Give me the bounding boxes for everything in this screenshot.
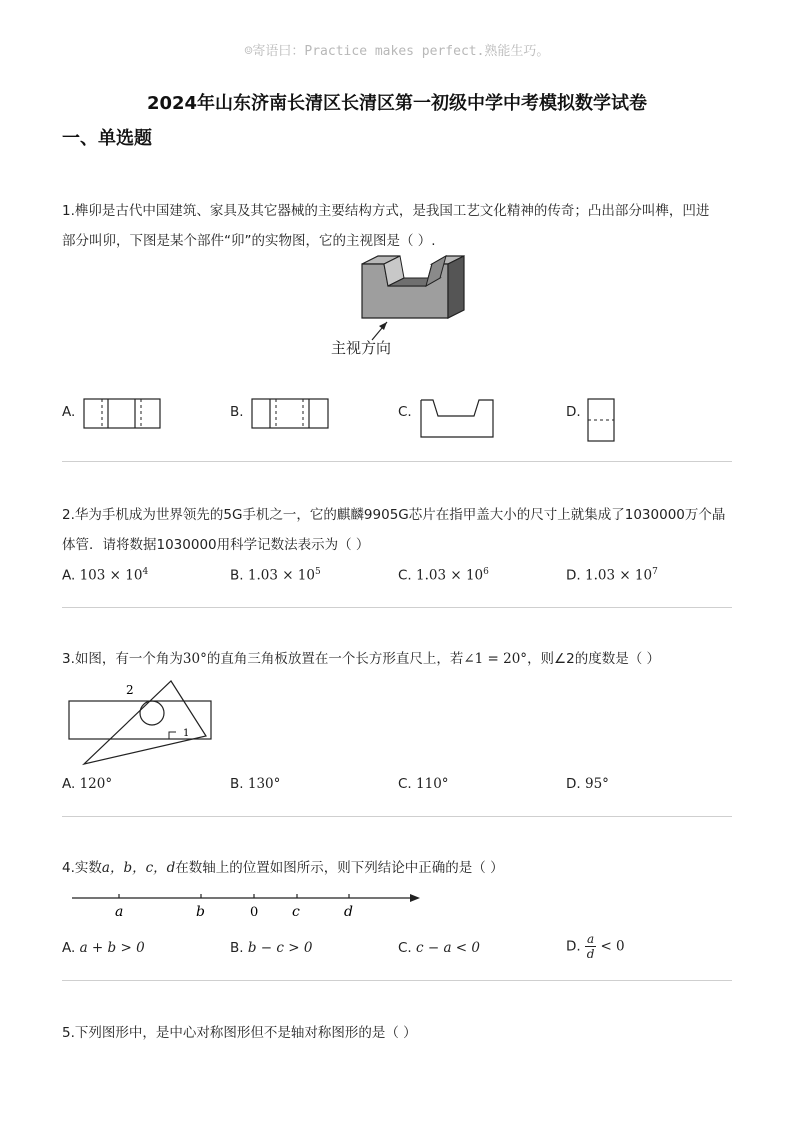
q3-option-b[interactable] [230, 776, 280, 792]
view-direction-arrowhead [379, 322, 387, 330]
tick-label-c: c [292, 904, 300, 920]
q2-option-a-exp: 4 [142, 567, 149, 577]
tick-label-a: a [115, 904, 124, 920]
section-heading: 一、单选题 [62, 128, 152, 149]
q1-option-b[interactable] [230, 404, 244, 420]
q3-option-c-label: C. [398, 776, 412, 792]
question-3-pre: 3.如图，有一个角为 [62, 651, 183, 667]
divider-4 [62, 980, 732, 981]
question-4-post: 在数轴上的位置如图所示，则下列结论中正确的是（ ） [175, 860, 504, 876]
view-direction-caption: 主视方向 [331, 339, 392, 357]
ruler [69, 701, 211, 739]
q3-option-c[interactable] [398, 776, 449, 792]
q3-option-b-value: 130° [247, 776, 281, 792]
divider-1 [62, 461, 732, 462]
angle-1-label: 1 [183, 728, 190, 739]
question-3-text [62, 644, 742, 674]
tick-label-d: d [344, 904, 353, 920]
q2-option-c-base: 1.03 × 10 [416, 567, 484, 584]
q1-option-d-figure [587, 398, 617, 444]
mortise-block-side [448, 256, 464, 318]
divider-2 [62, 607, 732, 608]
q1-option-d[interactable] [566, 404, 581, 420]
q1-option-c-label: C. [398, 404, 412, 420]
question-2-line-2: 体管．请将数据1030000用科学记数法表示为（ ） [62, 537, 370, 553]
q4-option-d-label: D. [566, 938, 581, 955]
q1-option-a[interactable] [62, 404, 75, 420]
q4-option-d-tail: < 0 [600, 938, 625, 955]
q2-option-a-label: A. [62, 567, 76, 584]
q2-option-a-base: 103 × 10 [79, 567, 143, 584]
question-4-vars: a，b，c，d [101, 860, 176, 876]
q3-option-a[interactable] [62, 776, 112, 792]
question-1-text [62, 196, 742, 256]
q4-option-a-value: a + b > 0 [79, 940, 145, 956]
question-2-line-1: 2.华为手机成为世界领先的5G手机之一，它的麒麟9905G芯片在指甲盖大小的尺寸上就集成了1030000万个晶 [62, 507, 726, 523]
number-line [70, 888, 426, 922]
question-2-text [62, 500, 742, 560]
triangle-hole [140, 701, 164, 725]
q2-option-d-exp: 7 [652, 567, 658, 577]
question-3-post: ，则∠2的度数是（ ） [527, 651, 661, 667]
q4-option-c-label: C. [398, 940, 412, 956]
q2-option-b[interactable] [230, 567, 321, 584]
q3-option-a-value: 120° [79, 776, 113, 792]
angle-2-label: 2 [126, 683, 134, 697]
tick-label-zero: 0 [250, 905, 259, 920]
q4-option-d-numerator: a [586, 932, 595, 946]
page-title: 2024年山东济南长清区长清区第一初级中学中考模拟数学试卷 [146, 93, 648, 114]
q3-option-b-label: B. [230, 776, 244, 792]
question-5-text: 5.下列图形中，是中心对称图形但不是轴对称图形的是（ ） [62, 1025, 417, 1041]
page-motto: ☺寄语曰：Practice makes perfect.熟能生巧。 [244, 44, 550, 59]
q2-option-b-label: B. [230, 567, 244, 584]
q2-option-b-base: 1.03 × 10 [247, 567, 315, 584]
q3-option-d[interactable] [566, 776, 609, 792]
q4-option-d-denominator: d [586, 947, 595, 961]
q1-option-a-figure [83, 398, 163, 430]
question-1-line-2: 部分叫卯，下图是某个部件“卯”的实物图，它的主视图是（ ）. [62, 233, 436, 249]
q4-option-b[interactable] [230, 940, 312, 956]
q4-option-d[interactable] [566, 932, 625, 961]
question-3-condition: ∠1 = 20° [463, 651, 528, 667]
divider-3 [62, 816, 732, 817]
q2-option-d-label: D. [566, 567, 581, 584]
q2-option-c-label: C. [398, 567, 412, 584]
question-3-mid: 的直角三角板放置在一个长方形直尺上，若 [206, 651, 464, 667]
q2-option-a[interactable] [62, 567, 148, 584]
question-3-figure [66, 676, 216, 768]
q4-option-a[interactable] [62, 940, 145, 956]
q1-option-c[interactable] [398, 404, 412, 420]
q3-option-d-value: 95° [584, 776, 609, 792]
q3-option-d-label: D. [566, 776, 581, 792]
q1-option-a-label: A. [62, 404, 76, 420]
q3-option-a-label: A. [62, 776, 76, 792]
q4-option-c-value: c − a < 0 [416, 940, 481, 956]
q1-option-b-label: B. [230, 404, 244, 420]
question-4-pre: 4.实数 [62, 860, 102, 876]
q2-option-b-exp: 5 [315, 567, 321, 577]
question-3-angle: 30° [182, 651, 207, 667]
q1-option-d-label: D. [566, 404, 581, 420]
right-angle-mark [169, 732, 176, 739]
tick-label-b: b [196, 904, 205, 920]
q3-option-c-value: 110° [416, 776, 449, 792]
question-4-text [62, 853, 742, 883]
q4-option-d-fraction [585, 932, 596, 961]
q4-option-a-label: A. [62, 940, 76, 956]
q4-option-b-label: B. [230, 940, 244, 956]
q1-option-c-figure [419, 398, 497, 440]
q4-option-b-value: b − c > 0 [247, 940, 313, 956]
q1-option-b-figure [251, 398, 331, 430]
question-1-line-1: 1.榫卯是古代中国建筑、家具及其它器械的主要结构方式，是我国工艺文化精神的传奇；凸出部分叫榫，凹进 [62, 203, 710, 219]
q2-option-c-exp: 6 [483, 567, 489, 577]
q2-option-c[interactable] [398, 567, 489, 584]
q2-option-d-base: 1.03 × 10 [584, 567, 653, 584]
number-line-arrowhead [410, 894, 420, 902]
q2-option-d[interactable] [566, 567, 658, 584]
q4-option-c[interactable] [398, 940, 480, 956]
